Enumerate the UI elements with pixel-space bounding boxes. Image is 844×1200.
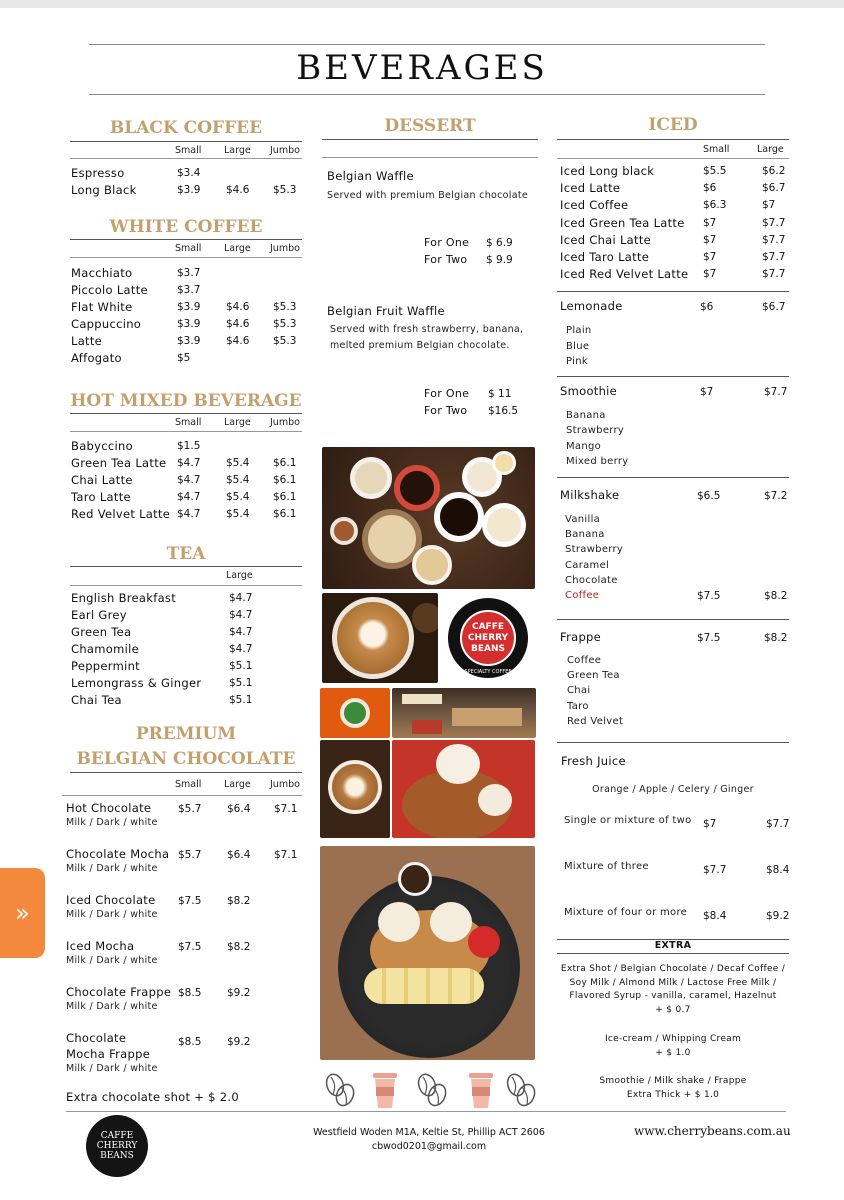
black-coffee-title: BLACK COFFEE bbox=[109, 118, 263, 138]
col-header-large: Large bbox=[224, 145, 251, 156]
menu-item-price: $8.4 bbox=[766, 864, 790, 876]
footer-email: cbwod0201@gmail.com bbox=[371, 1141, 487, 1152]
menu-item-name: Iced Coffee bbox=[560, 198, 629, 213]
extra-chocolate-shot: Extra chocolate shot + $ 2.0 bbox=[66, 1090, 239, 1104]
menu-item-name: Macchiato bbox=[71, 266, 133, 280]
flavour-option: Chai bbox=[567, 685, 591, 697]
col-header-large: Large bbox=[224, 779, 251, 790]
menu-item-price: $7.7 bbox=[762, 233, 786, 246]
coffee-beans-icon bbox=[503, 1070, 539, 1110]
divider bbox=[557, 619, 789, 620]
extra-line: Flavored Syrup - vanilla, caramel, Hazelnut bbox=[569, 991, 777, 1001]
menu-item-name: Long Black bbox=[71, 183, 137, 197]
juice-options: Orange / Apple / Celery / Ginger bbox=[592, 784, 754, 795]
col-header-jumbo: Jumbo bbox=[270, 145, 300, 156]
milk-options: Milk / Dark / white bbox=[66, 817, 158, 828]
juice-size-label: Single or mixture of two bbox=[564, 815, 692, 826]
menu-item-price: $3.9 bbox=[177, 301, 201, 313]
divider bbox=[557, 376, 789, 377]
menu-item-price: $6.1 bbox=[273, 491, 297, 503]
menu-item-price: $6.4 bbox=[227, 803, 251, 815]
menu-item-price: $7.7 bbox=[766, 818, 790, 830]
menu-item-name: Iced Mocha bbox=[66, 939, 135, 953]
page-title: BEVERAGES bbox=[296, 48, 548, 88]
menu-item-price: $6.7 bbox=[762, 182, 786, 195]
flavour-option: Caramel bbox=[565, 559, 610, 571]
divider bbox=[70, 141, 302, 142]
flavour-option: Taro bbox=[567, 700, 589, 712]
badge-line-1: CAFFE bbox=[471, 622, 505, 632]
coffee-cups-photo bbox=[322, 447, 535, 589]
coffee-beans-icon bbox=[414, 1070, 450, 1110]
menu-item-price: $3.4 bbox=[177, 167, 201, 179]
menu-item-name: Mocha Frappe bbox=[66, 1047, 151, 1061]
menu-item-price: $5.3 bbox=[273, 184, 297, 196]
flavour-option: Blue bbox=[566, 340, 590, 352]
menu-item-price: $6 bbox=[700, 301, 714, 313]
menu-item-price: $7.7 bbox=[703, 864, 727, 876]
smoothie-name: Smoothie bbox=[560, 384, 618, 398]
menu-item-price: $7 bbox=[762, 199, 776, 212]
menu-item-name: Espresso bbox=[71, 166, 125, 180]
for-two-price: $16.5 bbox=[488, 405, 519, 417]
menu-item-name: Iced Green Tea Latte bbox=[560, 215, 685, 230]
cafe-interior-photo bbox=[392, 688, 536, 738]
menu-item-price: $1.5 bbox=[177, 440, 201, 452]
latte-art-photo bbox=[322, 593, 438, 683]
badge-line-2: CHERRY bbox=[467, 633, 509, 643]
double-chevron-right-icon: » bbox=[15, 899, 30, 927]
milkshake-name: Milkshake bbox=[560, 488, 620, 502]
col-header-small: Small bbox=[175, 417, 202, 428]
for-one-price: $ 6.9 bbox=[486, 237, 513, 249]
menu-item-price: $7 bbox=[700, 386, 714, 398]
menu-item-price: $7.2 bbox=[764, 490, 788, 502]
dessert-desc: Served with premium Belgian chocolate bbox=[327, 190, 528, 201]
menu-item-name: English Breakfast bbox=[71, 591, 177, 605]
tea-title: TEA bbox=[166, 544, 206, 564]
menu-item-price: $7.7 bbox=[764, 386, 788, 398]
menu-item-price: $7 bbox=[703, 251, 717, 263]
for-two-price: $ 9.9 bbox=[486, 254, 513, 266]
menu-item-name: Chamomile bbox=[71, 642, 139, 656]
menu-item-price: $4.7 bbox=[229, 643, 253, 655]
menu-item-price: $5.1 bbox=[229, 677, 253, 689]
menu-item-price: $5.1 bbox=[229, 660, 253, 672]
menu-item-price: $7.5 bbox=[178, 941, 202, 953]
chocolate-title-2: BELGIAN CHOCOLATE bbox=[76, 749, 296, 769]
menu-item-name: Lemongrass & Ginger bbox=[71, 676, 202, 690]
menu-item-name: Cappuccino bbox=[71, 317, 142, 331]
menu-item-name: Chocolate bbox=[66, 1031, 127, 1045]
divider bbox=[70, 413, 302, 414]
menu-item-price: $5.4 bbox=[226, 508, 250, 520]
flavour-option: Plain bbox=[566, 325, 592, 336]
dessert-name: Belgian Waffle bbox=[327, 169, 414, 183]
divider bbox=[70, 772, 302, 773]
menu-item-price: $8.5 bbox=[178, 1036, 202, 1048]
flavour-option: Red Velvet bbox=[567, 715, 624, 727]
divider bbox=[557, 158, 789, 159]
logo-line-2: CHERRY bbox=[96, 1141, 138, 1151]
footer-rule bbox=[66, 1111, 786, 1112]
menu-item-name: Earl Grey bbox=[71, 608, 127, 622]
flavour-option: Coffee bbox=[567, 655, 602, 666]
flavour-option: Banana bbox=[566, 410, 606, 421]
menu-item-price: $4.7 bbox=[177, 457, 201, 469]
menu-item-price: $8.2 bbox=[764, 590, 788, 602]
divider bbox=[70, 158, 302, 159]
side-expand-tab[interactable] bbox=[0, 868, 45, 958]
waffle-icecream-photo bbox=[392, 740, 535, 838]
menu-item-price: $7.7 bbox=[762, 216, 786, 229]
extra-line: Extra Thick + $ 1.0 bbox=[626, 1089, 720, 1100]
flavour-option: Mixed berry bbox=[566, 455, 629, 467]
dessert-name: Belgian Fruit Waffle bbox=[327, 304, 445, 318]
chocolate-title-1: PREMIUM bbox=[135, 724, 237, 744]
divider bbox=[70, 431, 302, 432]
menu-item-price: $5.3 bbox=[273, 318, 297, 330]
title-rule-bottom bbox=[89, 94, 765, 95]
col-header-small: Small bbox=[703, 144, 730, 155]
menu-item-price: $7.5 bbox=[178, 895, 202, 907]
divider bbox=[70, 566, 302, 567]
takeaway-cup-icon bbox=[463, 1070, 499, 1110]
menu-item-price: $3.9 bbox=[177, 318, 201, 330]
fruit-waffle-photo bbox=[320, 846, 535, 1060]
extra-title: EXTRA bbox=[654, 940, 692, 951]
menu-item-name: Latte bbox=[71, 334, 103, 348]
menu-item-price: $3.7 bbox=[177, 267, 201, 279]
milk-options: Milk / Dark / white bbox=[66, 909, 158, 920]
menu-item-name: Iced Long black bbox=[560, 164, 655, 178]
menu-item-price: $7.1 bbox=[274, 849, 298, 861]
menu-item-price: $8.2 bbox=[227, 941, 251, 953]
milk-options: Milk / Dark / white bbox=[66, 955, 158, 966]
menu-item-name: Affogato bbox=[71, 351, 122, 365]
menu-item-price: $4.7 bbox=[229, 626, 253, 638]
dessert-desc: melted premium Belgian chocolate. bbox=[330, 340, 510, 351]
title-rule-top bbox=[89, 44, 765, 45]
menu-item-name: Chai Latte bbox=[71, 473, 133, 487]
menu-item-price: $7.7 bbox=[762, 268, 786, 281]
footer-url[interactable]: www.cherrybeans.com.au bbox=[634, 1124, 791, 1138]
divider bbox=[322, 139, 538, 140]
menu-item-price: $6.1 bbox=[273, 474, 297, 486]
col-header-large: Large bbox=[224, 243, 251, 254]
menu-item-price: $7 bbox=[703, 233, 717, 246]
menu-item-price: $9.2 bbox=[227, 1036, 251, 1048]
flavour-option: Mango bbox=[566, 440, 602, 452]
menu-item-price: $7 bbox=[703, 216, 717, 229]
divider bbox=[557, 139, 789, 140]
col-header-small: Small bbox=[175, 243, 202, 254]
menu-item-price: $4.7 bbox=[177, 491, 201, 503]
flavour-option: Chocolate bbox=[565, 574, 618, 586]
menu-item-price: $8.5 bbox=[178, 987, 202, 999]
extra-line: + $ 0.7 bbox=[655, 1004, 691, 1015]
menu-item-price: $6.4 bbox=[227, 849, 251, 861]
footer-address: Westfield Woden M1A, Keltie St, Phillip ACT 2606 bbox=[313, 1127, 545, 1138]
menu-item-price: $5.3 bbox=[273, 335, 297, 347]
logo-line-3: BEANS bbox=[100, 1151, 134, 1161]
lemonade-name: Lemonade bbox=[560, 299, 623, 313]
flavour-option: Vanilla bbox=[565, 514, 601, 525]
hot-mixed-title: HOT MIXED BEVERAGE bbox=[70, 391, 302, 411]
flavour-option: Banana bbox=[565, 529, 605, 541]
menu-item-price: $5.7 bbox=[178, 849, 202, 861]
menu-item-price: $5.4 bbox=[226, 457, 250, 469]
menu-item-name: Flat White bbox=[71, 300, 133, 314]
divider bbox=[62, 795, 302, 796]
menu-item-price: $4.7 bbox=[177, 508, 201, 520]
menu-item-price: $7.5 bbox=[697, 632, 721, 644]
menu-item-name: Iced Taro Latte bbox=[560, 250, 650, 264]
divider bbox=[70, 239, 302, 240]
menu-item-name: Green Tea Latte bbox=[71, 456, 167, 470]
flavour-option: Pink bbox=[566, 356, 588, 367]
col-header-jumbo: Jumbo bbox=[270, 779, 300, 790]
frappe-name: Frappe bbox=[560, 630, 602, 644]
divider bbox=[557, 742, 789, 743]
menu-item-name: Iced Chai Latte bbox=[560, 232, 652, 247]
col-header-small: Small bbox=[175, 145, 202, 156]
menu-item-price: $3.7 bbox=[177, 284, 201, 296]
takeaway-cup-icon bbox=[367, 1070, 403, 1110]
menu-item-price: $4.6 bbox=[226, 184, 250, 196]
menu-item-price: $6 bbox=[703, 182, 717, 195]
col-header-small: Small bbox=[175, 779, 202, 790]
menu-item-name: Red Velvet Latte bbox=[71, 507, 171, 521]
menu-item-price: $5 bbox=[177, 352, 191, 364]
extra-line: Smoothie / Milk shake / Frappe bbox=[599, 1076, 747, 1086]
footer-logo bbox=[86, 1115, 148, 1177]
badge-ring-text: SPECIALTY COFFEE bbox=[464, 669, 512, 675]
menu-item-price: $7 bbox=[703, 818, 717, 830]
flavour-option: Strawberry bbox=[565, 544, 624, 556]
menu-item-name: Iced Chocolate bbox=[66, 893, 156, 907]
divider bbox=[70, 585, 302, 586]
menu-item-name: Iced Latte bbox=[560, 181, 621, 196]
menu-item-name: Piccolo Latte bbox=[71, 283, 148, 297]
menu-item-price: $8.2 bbox=[764, 632, 788, 644]
col-header-large: Large bbox=[226, 570, 253, 581]
extra-line: Soy Milk / Almond Milk / Lactose Free Milk / bbox=[569, 977, 777, 988]
menu-item-name: Chocolate Frappe bbox=[66, 985, 172, 999]
menu-item-name: Chocolate Mocha bbox=[66, 847, 170, 861]
menu-item-name: Taro Latte bbox=[71, 490, 131, 504]
menu-item-price: $6.3 bbox=[703, 199, 727, 212]
divider bbox=[70, 257, 302, 258]
caffe-cherry-beans-badge bbox=[440, 593, 536, 683]
menu-item-price: $9.2 bbox=[766, 910, 790, 922]
menu-item-price: $3.9 bbox=[177, 335, 201, 347]
juice-name: Fresh Juice bbox=[561, 754, 626, 768]
flavour-option: Strawberry bbox=[566, 425, 625, 437]
menu-item-price: $4.6 bbox=[226, 301, 250, 313]
for-one-label: For One bbox=[424, 387, 470, 400]
menu-item-price: $6.5 bbox=[697, 490, 721, 502]
dessert-desc: Served with fresh strawberry, banana, bbox=[330, 324, 524, 335]
menu-item-price: $6.2 bbox=[762, 165, 786, 177]
menu-item-price: $5.4 bbox=[226, 491, 250, 503]
menu-item-name: Babyccino bbox=[71, 439, 133, 453]
flavour-option-coffee: Coffee bbox=[565, 590, 600, 601]
menu-item-price: $9.2 bbox=[227, 987, 251, 999]
divider bbox=[557, 291, 789, 292]
col-header-jumbo: Jumbo bbox=[270, 243, 300, 254]
divider bbox=[322, 157, 538, 158]
extra-line: + $ 1.0 bbox=[655, 1047, 691, 1058]
menu-item-price: $4.7 bbox=[229, 592, 253, 604]
menu-item-price: $7.1 bbox=[274, 803, 298, 815]
menu-item-price: $4.7 bbox=[177, 474, 201, 486]
divider bbox=[557, 477, 789, 478]
col-header-jumbo: Jumbo bbox=[270, 417, 300, 428]
logo-line-1: CAFFE bbox=[100, 1131, 134, 1141]
milk-options: Milk / Dark / white bbox=[66, 863, 158, 874]
menu-item-price: $5.5 bbox=[703, 165, 727, 177]
menu-item-name: Green Tea bbox=[71, 625, 132, 639]
menu-item-price: $6.1 bbox=[273, 457, 297, 469]
flavour-option: Green Tea bbox=[567, 670, 620, 682]
menu-item-name: Iced Red Velvet Latte bbox=[560, 267, 689, 282]
extra-line: Ice-cream / Whipping Cream bbox=[604, 1034, 742, 1044]
matcha-drink-photo bbox=[320, 688, 390, 738]
menu-item-price: $5.1 bbox=[229, 694, 253, 706]
menu-item-price: $7 bbox=[703, 268, 717, 281]
for-two-label: For Two bbox=[424, 253, 468, 266]
milk-options: Milk / Dark / white bbox=[66, 1001, 158, 1012]
coffee-beans-icon bbox=[322, 1070, 358, 1110]
iced-title: ICED bbox=[648, 115, 698, 135]
milk-options: Milk / Dark / white bbox=[66, 1063, 158, 1074]
menu-item-price: $5.7 bbox=[178, 803, 202, 815]
menu-item-price: $3.9 bbox=[177, 184, 201, 196]
menu-item-price: $4.6 bbox=[226, 318, 250, 330]
menu-item-price: $6.7 bbox=[762, 301, 786, 313]
menu-item-price: $6.1 bbox=[273, 508, 297, 520]
divider bbox=[557, 953, 789, 954]
white-coffee-title: WHITE COFFEE bbox=[109, 217, 263, 237]
col-header-large: Large bbox=[224, 417, 251, 428]
extra-line: Extra Shot / Belgian Chocolate / Decaf Coffee / bbox=[560, 964, 786, 974]
menu-item-price: $4.7 bbox=[229, 609, 253, 621]
menu-item-price: $5.4 bbox=[226, 474, 250, 486]
col-header-large: Large bbox=[757, 144, 784, 155]
for-one-label: For One bbox=[424, 236, 470, 249]
juice-size-label: Mixture of three bbox=[564, 861, 649, 872]
menu-item-price: $7.7 bbox=[762, 251, 786, 263]
juice-size-label: Mixture of four or more bbox=[564, 907, 688, 918]
for-two-label: For Two bbox=[424, 404, 468, 417]
latte-beans-photo bbox=[320, 740, 390, 838]
top-strip bbox=[0, 0, 844, 8]
menu-item-price: $8.4 bbox=[703, 910, 727, 922]
badge-line-3: BEANS bbox=[471, 644, 505, 654]
menu-item-name: Chai Tea bbox=[71, 693, 122, 707]
menu-item-price: $8.2 bbox=[227, 895, 251, 907]
dessert-title: DESSERT bbox=[384, 116, 476, 136]
menu-item-price: $7.5 bbox=[697, 590, 721, 602]
menu-item-name: Hot Chocolate bbox=[66, 801, 152, 815]
menu-item-price: $5.3 bbox=[273, 301, 297, 313]
menu-item-name: Peppermint bbox=[71, 659, 140, 673]
menu-item-price: $4.6 bbox=[226, 335, 250, 347]
for-one-price: $ 11 bbox=[488, 388, 512, 400]
